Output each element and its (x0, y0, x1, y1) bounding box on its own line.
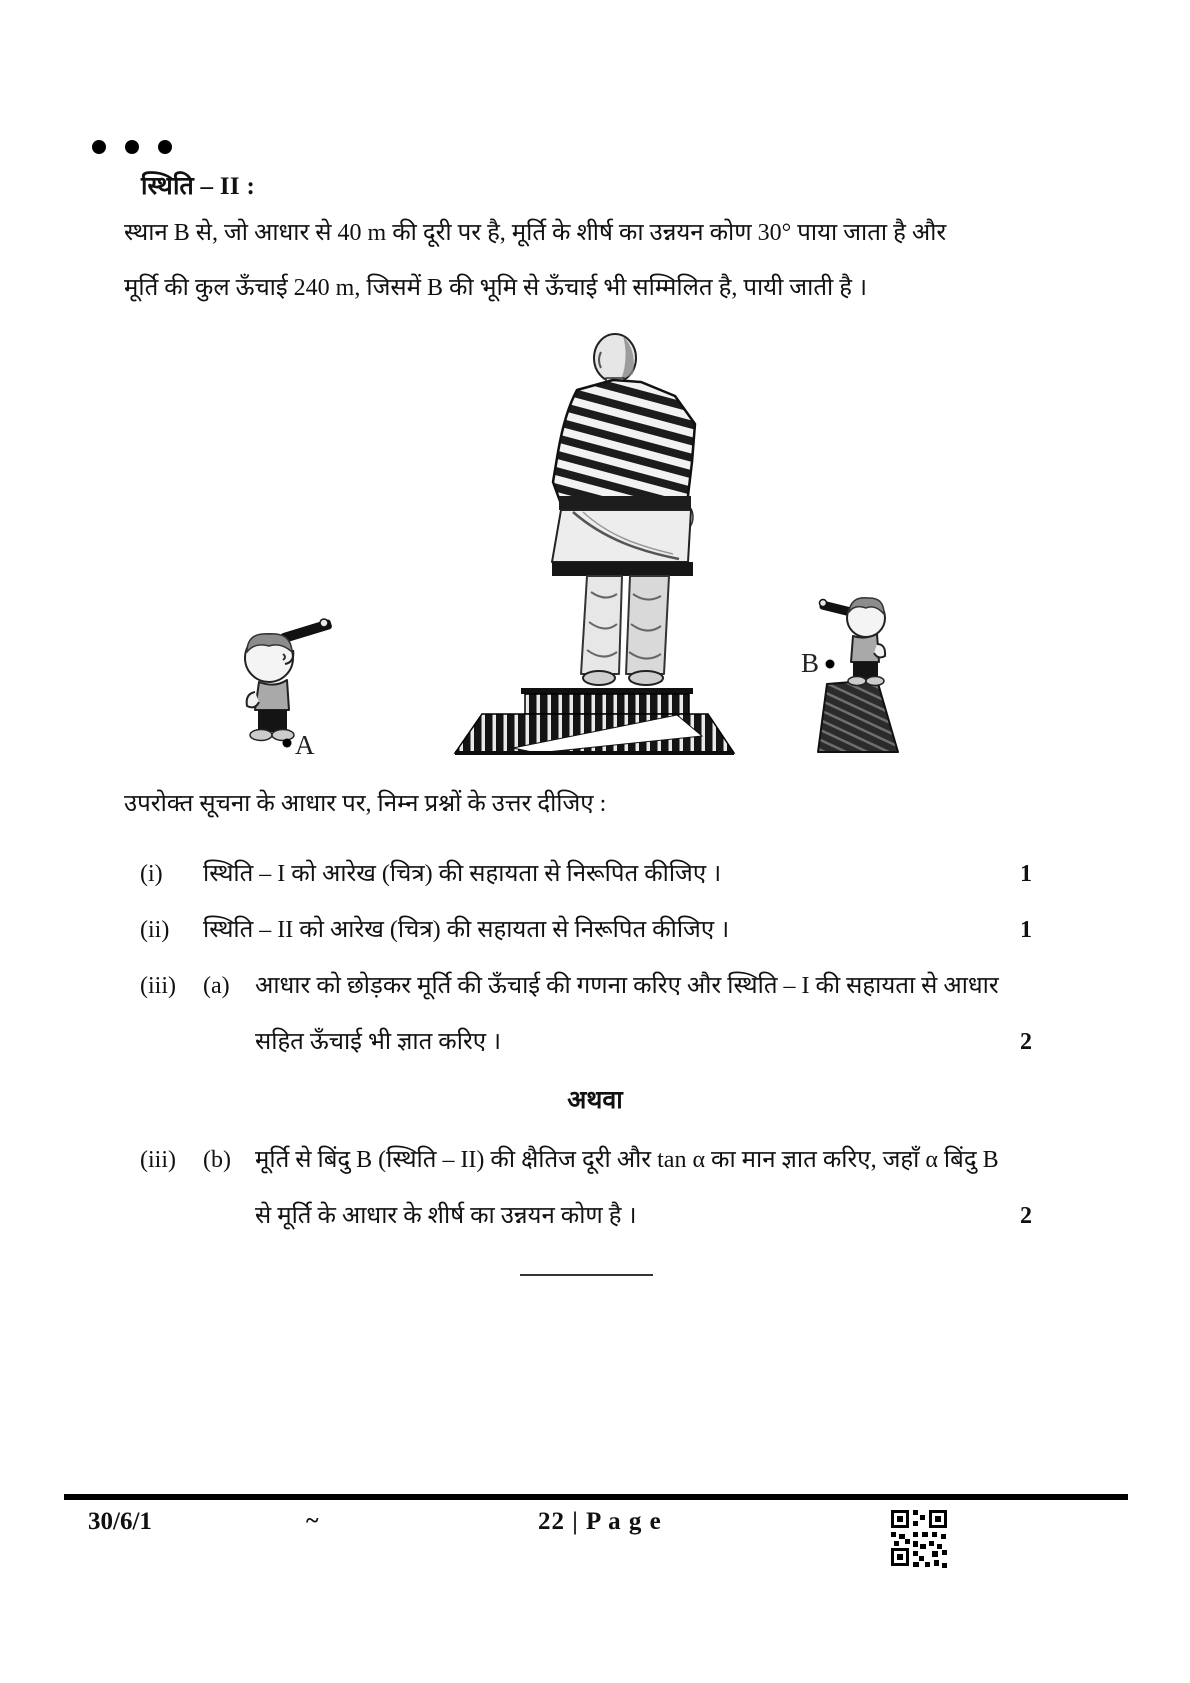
page-number: 22 | P a g e (538, 1508, 662, 1535)
or-divider: अथवा (567, 1087, 623, 1114)
paper-code: 30/6/1 (88, 1508, 152, 1535)
intro-line-1: स्थान B से, जो आधार से 40 m की दूरी पर है, मूर्ति के शीर्ष का उन्नयन कोण 30° पाया जाता है और (124, 220, 947, 246)
question-marks: 2 (1020, 1029, 1032, 1055)
intro-paragraph (124, 206, 1029, 316)
question-marks: 2 (1020, 1203, 1032, 1229)
question-i (140, 846, 1032, 902)
footer-separator: ~ (306, 1508, 319, 1534)
question-text: स्थिति – II को आरेख (चित्र) की सहायता से निरूपित कीजिए । (203, 917, 730, 943)
question-number: (iii) (140, 973, 176, 999)
question-text: स्थिति – I को आरेख (चित्र) की सहायता से निरूपित कीजिए । (203, 861, 722, 887)
situation-heading: स्थिति – II : (141, 173, 256, 200)
observer-b (818, 598, 898, 752)
statue-pedestal (455, 688, 734, 755)
footer-rule (64, 1494, 1128, 1500)
question-number: (i) (140, 861, 163, 887)
question-ii (140, 902, 1032, 958)
question-number: (ii) (140, 917, 170, 943)
statue (552, 334, 695, 685)
question-text: मूर्ति से बिंदु B (स्थिति – II) की क्षैतिज दूरी और tan α का मान ज्ञात करिए, जहाँ α बिंदु B से मूर्ति के आधार के शीर्ष का उन्नयन कोण है । (255, 1147, 999, 1229)
question-marks: 1 (1020, 917, 1032, 943)
question-iii-a (140, 958, 1032, 1070)
section-end-line (520, 1274, 653, 1276)
question-text: आधार को छोड़कर मूर्ति की ऊँचाई की गणना करिए और स्थिति – I की सहायता से आधार सहित ऊँचाई भी ज्ञात करिए । (255, 973, 999, 1055)
question-sub-letter: (b) (203, 1147, 231, 1173)
question-marks: 1 (1020, 861, 1032, 887)
qr-code (889, 1508, 949, 1570)
observer-a-label: A (295, 730, 315, 760)
question-iii-b (140, 1132, 1032, 1244)
observer-b-label: B (801, 648, 820, 678)
statue-figure (225, 312, 915, 764)
question-number: (iii) (140, 1147, 176, 1173)
statue-illustration (225, 312, 915, 764)
bullet-dots (92, 140, 172, 154)
observer-a (245, 619, 333, 748)
question-sub-letter: (a) (203, 973, 230, 999)
intro-line-2: मूर्ति की कुल ऊँचाई 240 m, जिसमें B की भूमि से ऊँचाई भी सम्मिलित है, पायी जाती है । (124, 275, 868, 301)
questions-prompt: उपरोक्त सूचना के आधार पर, निम्न प्रश्नों के उत्तर दीजिए : (124, 791, 607, 817)
